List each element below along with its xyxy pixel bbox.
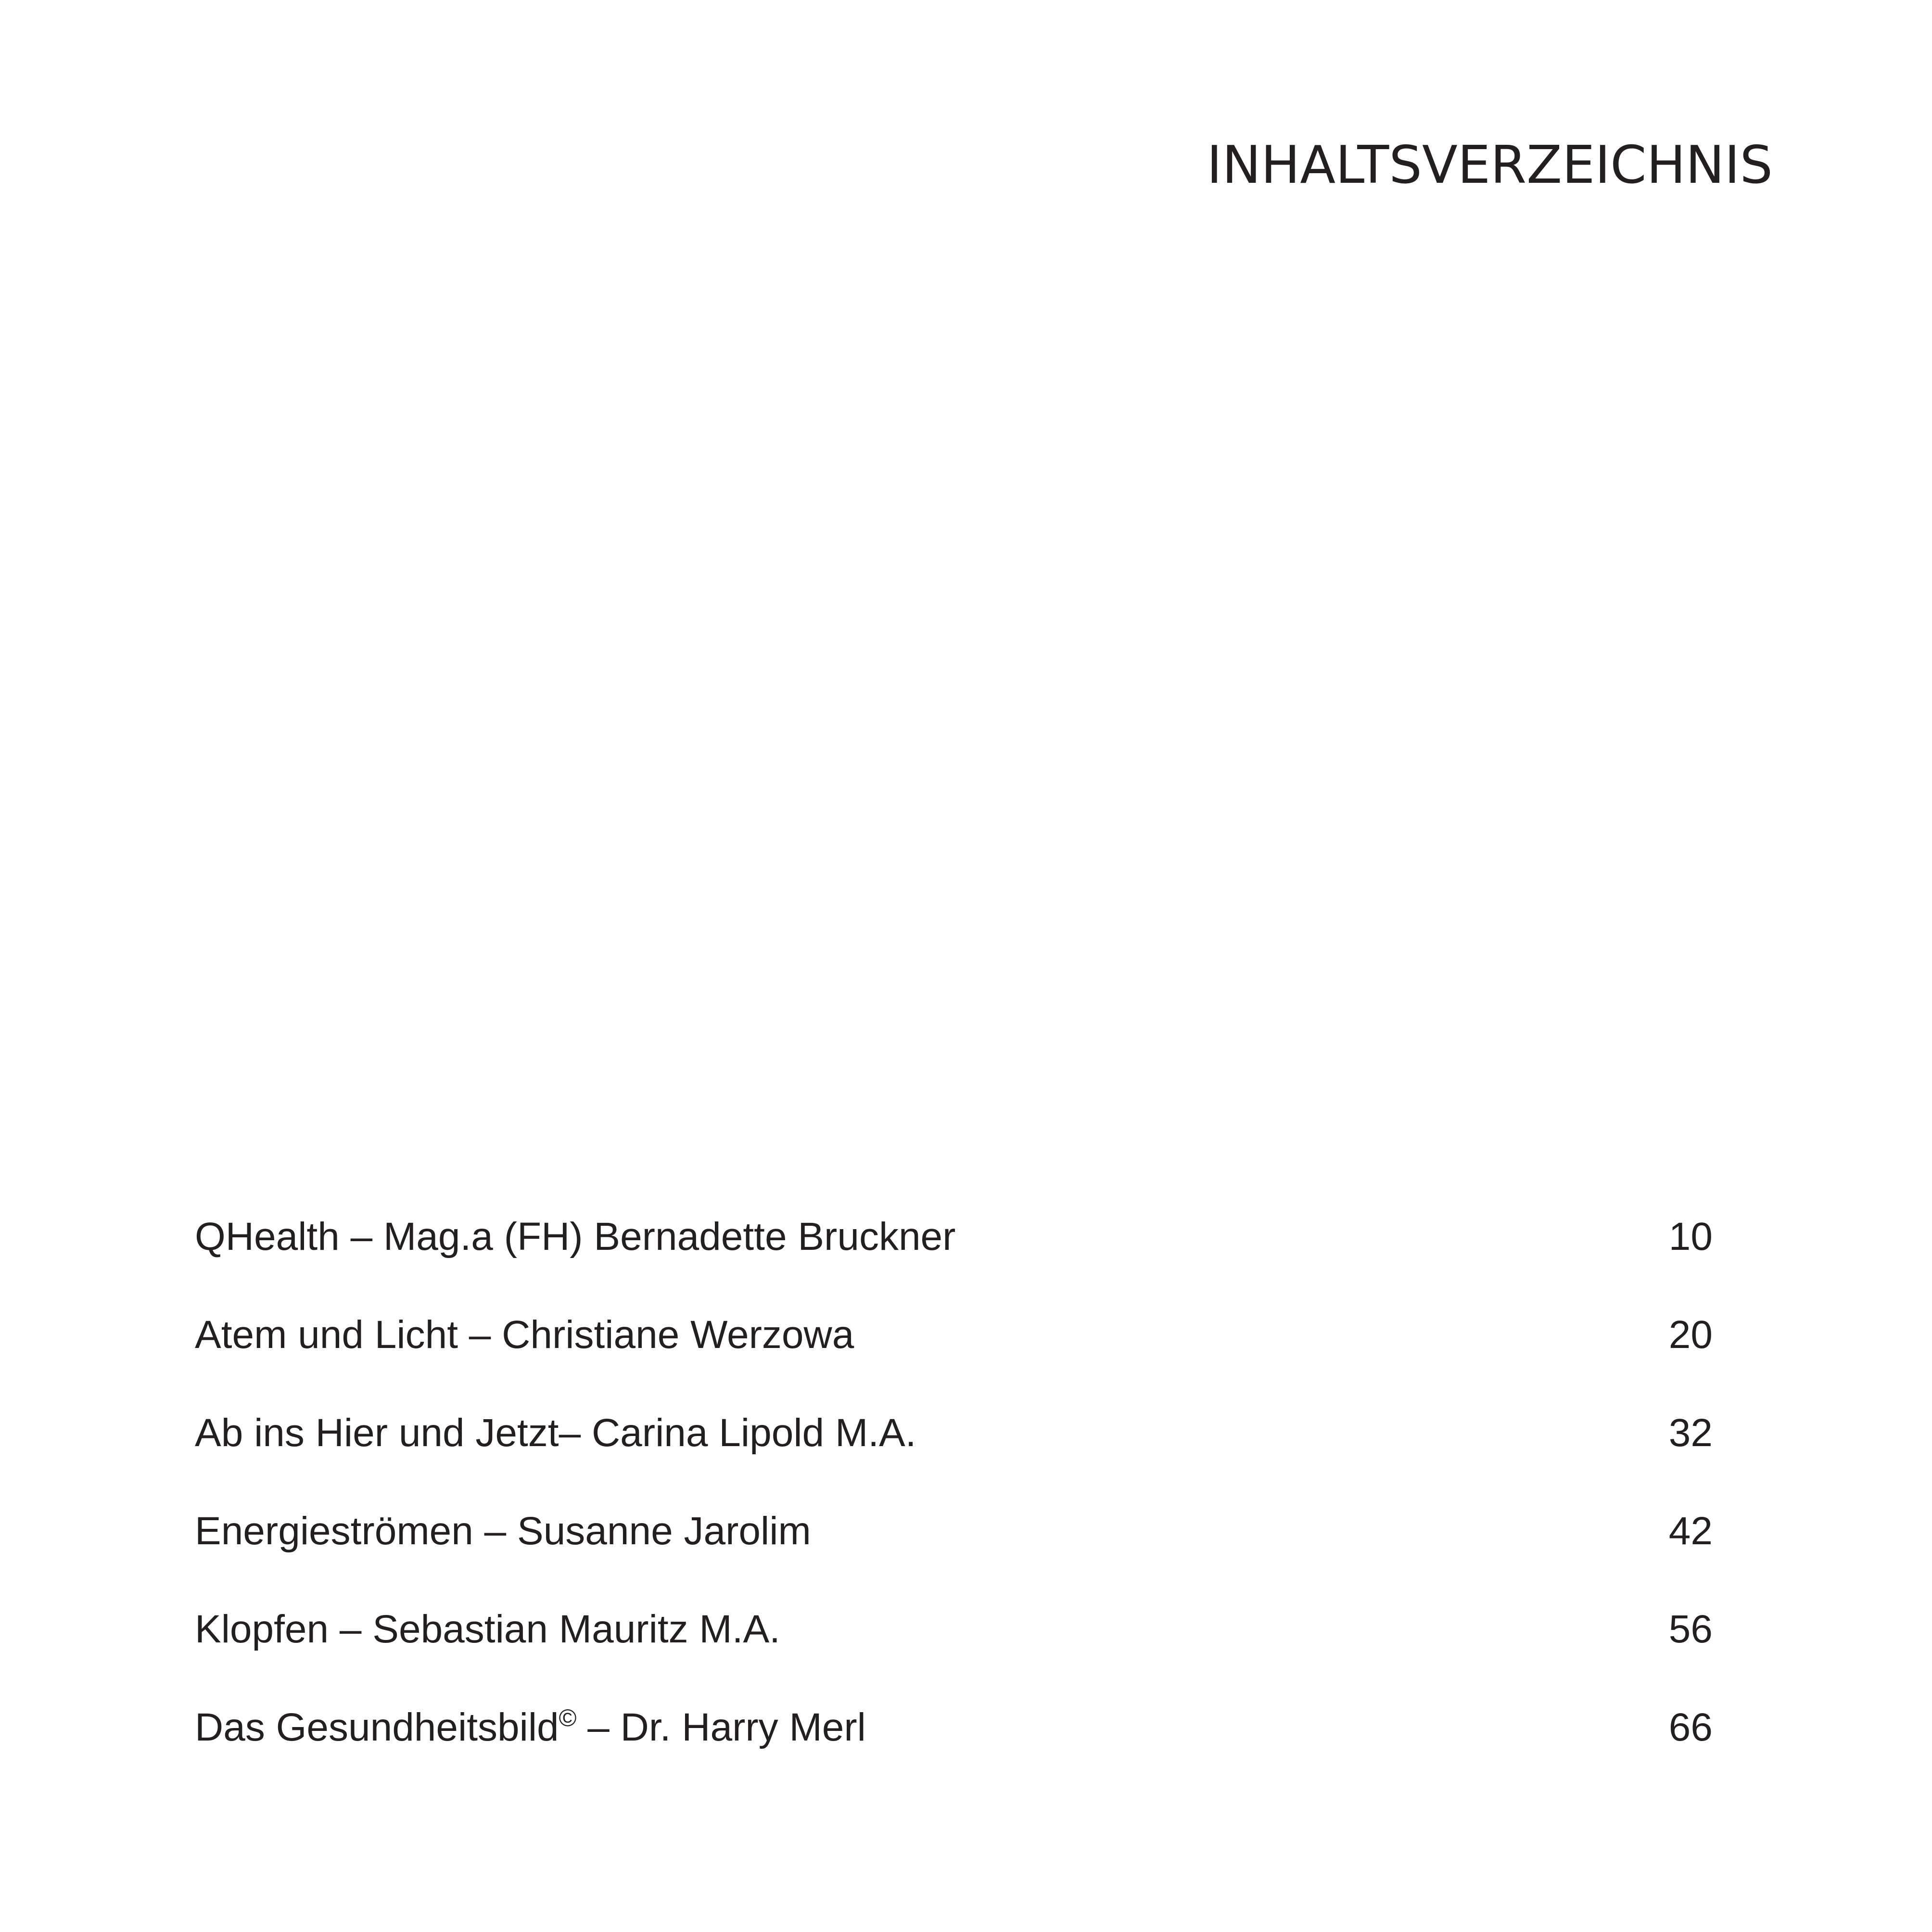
toc-entry-page: 10 (1668, 1215, 1713, 1258)
copyright-mark: © (559, 1704, 577, 1731)
toc-entry-page: 20 (1668, 1313, 1713, 1357)
toc-entry-page: 56 (1668, 1607, 1713, 1651)
toc-entry-title-main: Das Gesundheitsbild (195, 1705, 559, 1749)
toc-entry-title: Atem und Licht – Christiane Werzowa (195, 1313, 854, 1357)
toc-entry (195, 1607, 1713, 1708)
toc-entry-title: QHealth – Mag.a (FH) Bernadette Bruckner (195, 1215, 956, 1258)
table-of-contents (195, 1217, 1713, 1806)
toc-entry-page: 42 (1668, 1509, 1713, 1553)
toc-entry (195, 1509, 1713, 1610)
toc-entry (195, 1704, 1713, 1806)
toc-entry (195, 1315, 1713, 1413)
toc-entry-title-author: – Dr. Harry Merl (576, 1705, 866, 1749)
page-title: INHALTSVERZEICHNIS (1207, 135, 1773, 195)
toc-entry (195, 1217, 1713, 1315)
toc-entry (195, 1413, 1713, 1512)
toc-entry-title: Ab ins Hier und Jetzt– Carina Lipold M.A. (195, 1411, 916, 1455)
toc-entry-title (195, 1704, 866, 1749)
toc-entry-page: 32 (1668, 1411, 1713, 1455)
toc-entry-page: 66 (1668, 1705, 1713, 1749)
toc-entry-title: Klopfen – Sebastian Mauritz M.A. (195, 1607, 780, 1651)
toc-entry-title: Energieströmen – Susanne Jarolim (195, 1509, 811, 1553)
